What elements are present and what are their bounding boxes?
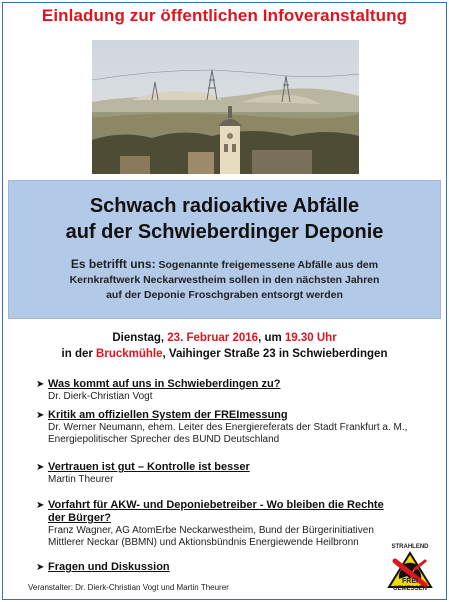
badge-bottom-label: GEMESSEN: [392, 586, 427, 592]
agenda-item-speaker: Dr. Werner Neumann, ehem. Leiter des Energiereferats der Stadt Frankfurt a. M.,: [48, 422, 408, 433]
headline-line-2: auf der Schwieberdinger Deponie: [65, 221, 384, 243]
info-box: [8, 180, 441, 319]
agenda-item-title-text: Kritik am offiziellen System der FREImessung: [48, 409, 288, 421]
event-time: 19.30 Uhr: [284, 332, 337, 344]
agenda-item: [38, 499, 438, 549]
event-day: Dienstag,: [112, 332, 165, 344]
landscape-photo: [92, 40, 359, 174]
agenda-item-title: [38, 378, 438, 391]
event-time-prefix: , um: [258, 332, 282, 344]
event-venue: Bruckmühle: [96, 348, 163, 360]
headline-line-1: Schwach radioaktive Abfälle: [89, 195, 360, 217]
agenda-item: [38, 378, 438, 403]
agenda-item-speaker: Energiepolitischer Sprecher des BUND Deutschland: [48, 434, 280, 445]
agenda-item-title-text: Vertrauen ist gut – Kontrolle ist besser: [48, 461, 250, 473]
agenda-item: [38, 561, 438, 574]
agenda-item-title-text: Was kommt auf uns in Schwieberdingen zu?: [48, 378, 281, 390]
info-line-1: [9, 257, 440, 273]
badge-mid-label: FREI: [402, 578, 418, 585]
arrow-bullet-icon: ➤: [36, 500, 45, 511]
strahlend-frei-badge: [385, 544, 435, 596]
agenda-item-speaker: Martin Theurer: [48, 474, 114, 485]
arrow-bullet-icon: ➤: [36, 379, 45, 390]
arrow-bullet-icon: ➤: [36, 462, 45, 473]
photo-illustration: [92, 40, 359, 174]
event-date: 23. Februar 2016: [167, 332, 259, 344]
event-location-line: [0, 348, 449, 360]
event-address: , Vaihinger Straße 23 in Schwieberdingen: [162, 348, 388, 360]
event-location-prefix: in der: [61, 348, 93, 360]
agenda-item-title: [38, 409, 438, 422]
info-line-2: Kernkraftwerk Neckarwestheim sollen in den nächsten Jahren: [69, 274, 380, 286]
agenda-item-title-text: Fragen und Diskussion: [48, 561, 170, 573]
agenda-item-title: [38, 561, 438, 574]
agenda-item-title-text: Vorfahrt für AKW- und Deponiebetreiber - Wo bleiben die Rechte: [48, 499, 384, 511]
organizer-note: Veranstalter: Dr. Dierk-Christian Vogt und Martin Theurer: [28, 583, 229, 592]
info-line-3: auf der Deponie Froschgraben entsorgt werden: [106, 289, 343, 301]
page-title: Einladung zur öffentlichen Infoveranstaltung: [41, 6, 408, 25]
agenda-item-speaker: Franz Wagner, AG AtomErbe Neckarwestheim, Bund der Bürgerinitiativen: [48, 525, 374, 536]
agenda-item-speaker: Mittlerer Neckar (BBMN) und Aktionsbündnis Energiewende Heilbronn: [48, 537, 359, 548]
arrow-bullet-icon: ➤: [36, 562, 45, 573]
info-line-1-text: Sogenannte freigemessene Abfälle aus dem: [158, 259, 379, 271]
info-description: [9, 257, 440, 303]
agenda-item-title-cont: der Bürger?: [48, 512, 111, 524]
agenda-item: [38, 409, 438, 446]
arrow-bullet-icon: ➤: [36, 410, 45, 421]
radiation-warning-icon: [385, 551, 435, 591]
headline: [9, 193, 440, 245]
event-date-line: [0, 332, 449, 344]
agenda-item-title: [38, 461, 438, 474]
badge-top-label: STRAHLEND: [391, 544, 429, 550]
agenda-item-title: [38, 499, 438, 512]
agenda-item-speaker: Dr. Dierk-Christian Vogt: [48, 391, 153, 402]
agenda-item: [38, 461, 438, 486]
info-lead: Es betrifft uns:: [70, 257, 156, 271]
